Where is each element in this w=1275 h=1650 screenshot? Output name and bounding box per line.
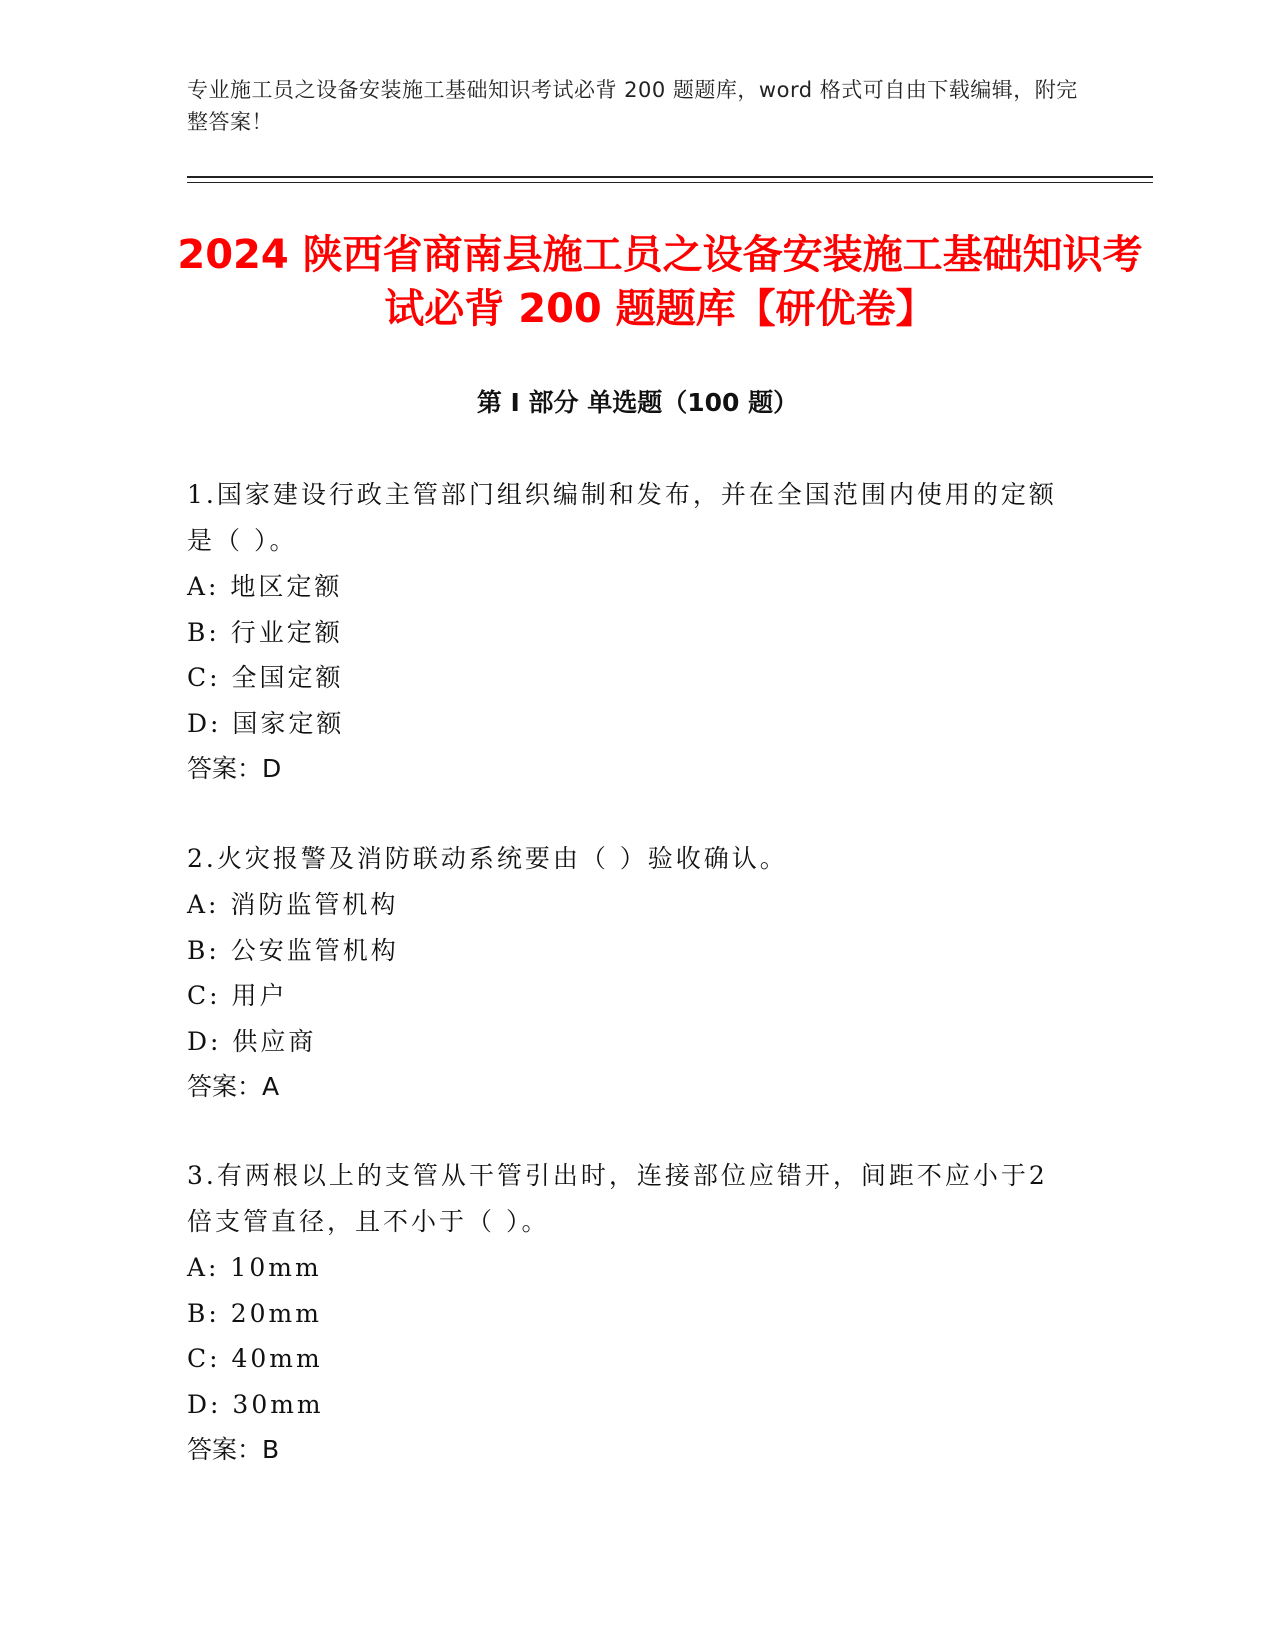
question-stem: 3.有两根以上的支管从干管引出时，连接部位应错开，间距不应小于2倍支管直径，且不小于（ ）。 — [187, 1161, 1048, 1236]
option-c: C: 40mm — [187, 1344, 323, 1373]
option-c: C: 全国定额 — [187, 663, 344, 692]
option-a: A: 10mm — [187, 1253, 322, 1282]
option-c: C: 用户 — [187, 981, 288, 1010]
question-stem: 2.火灾报警及消防联动系统要由（ ）验收确认。 — [187, 844, 788, 873]
option-d: D: 30mm — [187, 1389, 324, 1419]
answer: 答案：D — [187, 754, 282, 783]
document-title: 2024 陕西省商南县施工员之设备安装施工基础知识考试必背 200 题题库【研优卷】 — [177, 232, 1143, 332]
question-1 — [187, 472, 1067, 791]
header-note: 专业施工员之设备安装施工基础知识考试必背 200 题题库，word 格式可自由下载编辑，附完整答案！ — [187, 78, 1078, 134]
answer: 答案：A — [187, 1072, 280, 1101]
header-divider-thin — [187, 182, 1153, 183]
question-stem: 1.国家建设行政主管部门组织编制和发布，并在全国范围内使用的定额是（ ）。 — [187, 480, 1057, 555]
option-b: B: 行业定额 — [187, 617, 343, 647]
option-d: D: 供应商 — [187, 1026, 317, 1056]
header-divider-thick — [187, 176, 1153, 178]
option-d: D: 国家定额 — [187, 708, 345, 738]
answer: 答案：B — [187, 1435, 280, 1464]
section-heading: 第 I 部分 单选题（100 题） — [476, 388, 799, 417]
option-b: B: 公安监管机构 — [187, 935, 399, 965]
question-2 — [187, 836, 1067, 1109]
option-a: A: 消防监管机构 — [187, 890, 399, 919]
question-3 — [187, 1153, 1067, 1472]
option-a: A: 地区定额 — [187, 572, 343, 601]
option-b: B: 20mm — [187, 1298, 322, 1328]
